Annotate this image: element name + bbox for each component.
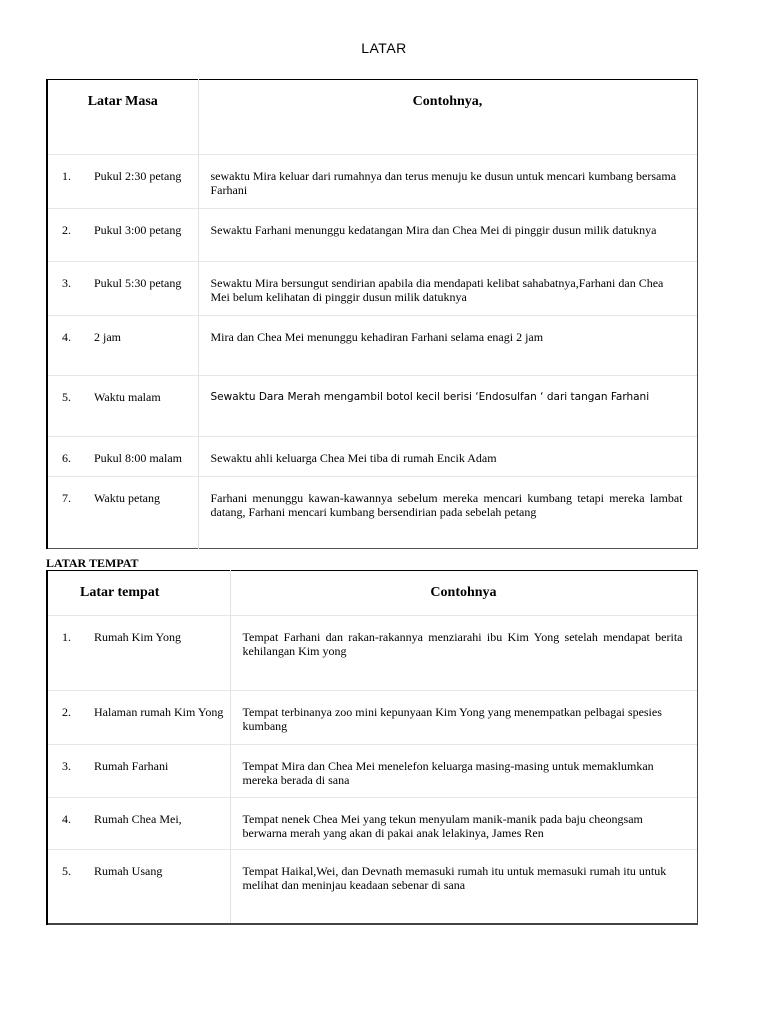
table-row — [47, 376, 697, 437]
table-row — [47, 691, 697, 745]
row-example: sewaktu Mira keluar dari rumahnya dan terus menuju ke dusun untuk mencari kumbang bersama Farhani — [198, 155, 697, 209]
row-number: 1. — [62, 169, 71, 183]
table-row — [47, 616, 697, 691]
table-row — [47, 477, 697, 549]
header-contohnya: Contohnya, — [198, 80, 697, 155]
row-number: 5. — [62, 390, 71, 404]
row-number: 3. — [62, 276, 71, 290]
header-latar-masa: Latar Masa — [47, 80, 198, 155]
row-label: Rumah Kim Yong — [94, 630, 182, 644]
header-contohnya: Contohnya — [230, 571, 697, 616]
row-example: Tempat Farhani dan rakan-rakannya menziarahi ibu Kim Yong setelah mendapat berita kehilangan Kim yong — [230, 616, 697, 691]
row-label: 2 jam — [94, 330, 121, 344]
row-example: Tempat terbinanya zoo mini kepunyaan Kim Yong yang menempatkan pelbagai spesies kumbang — [230, 691, 697, 745]
table-row — [47, 798, 697, 850]
table-row — [47, 209, 697, 262]
row-label: Pukul 8:00 malam — [94, 451, 182, 465]
row-number: 4. — [62, 812, 71, 826]
row-label: Waktu malam — [94, 390, 161, 404]
row-label: Pukul 2:30 petang — [94, 169, 182, 183]
row-number: 2. — [62, 223, 71, 237]
table-row — [47, 262, 697, 316]
section-label-latar-tempat: LATAR TEMPAT — [46, 556, 139, 570]
row-number: 2. — [62, 705, 71, 719]
row-example: Mira dan Chea Mei menunggu kehadiran Farhani selama enagi 2 jam — [198, 316, 697, 376]
page-title: LATAR — [361, 40, 407, 56]
table-header-row — [47, 80, 697, 155]
row-example: Farhani menunggu kawan-kawannya sebelum mereka mencari kumbang tetapi mereka lambat datang, Farhani mencari kumbang bersendirian pada sebelah petang — [198, 477, 697, 549]
row-number: 7. — [62, 491, 71, 505]
row-number: 1. — [62, 630, 71, 644]
row-number: 6. — [62, 451, 71, 465]
row-label: Waktu petang — [94, 491, 161, 505]
latar-tempat-table — [46, 570, 698, 925]
header-latar-tempat: Latar tempat — [47, 571, 230, 616]
row-example: Tempat Mira dan Chea Mei menelefon keluarga masing-masing untuk memaklumkan mereka berada di sana — [230, 745, 697, 798]
table-row — [47, 745, 697, 798]
row-label: Rumah Chea Mei, — [94, 812, 182, 826]
latar-masa-table — [46, 79, 698, 549]
row-label: Rumah Usang — [94, 864, 163, 878]
table-row — [47, 437, 697, 477]
row-example: Sewaktu ahli keluarga Chea Mei tiba di rumah Encik Adam — [198, 437, 697, 477]
row-label: Pukul 3:00 petang — [94, 223, 182, 237]
table-row — [47, 316, 697, 376]
row-example: Tempat Haikal,Wei, dan Devnath memasuki rumah itu untuk memasuki rumah itu untuk melihat dan meninjau keadaan sebenar di sana — [230, 850, 697, 924]
row-label: Halaman rumah Kim Yong — [94, 705, 224, 719]
row-example: Sewaktu Dara Merah mengambil botol kecil berisi ‘Endosulfan ‘ dari tangan Farhani — [198, 376, 697, 437]
row-number: 4. — [62, 330, 71, 344]
row-example: Sewaktu Mira bersungut sendirian apabila dia mendapati kelibat sahabatnya,Farhani dan Chea Mei belum kelihatan di pinggir dusun milik datuknya — [198, 262, 697, 316]
table-row — [47, 155, 697, 209]
row-label: Rumah Farhani — [94, 759, 169, 773]
row-example: Tempat nenek Chea Mei yang tekun menyulam manik-manik pada baju cheongsam berwarna merah yang akan di pakai anak lelakinya, James Ren — [230, 798, 697, 850]
row-number: 3. — [62, 759, 71, 773]
row-label: Pukul 5:30 petang — [94, 276, 182, 290]
row-example: Sewaktu Farhani menunggu kedatangan Mira dan Chea Mei di pinggir dusun milik datuknya — [198, 209, 697, 262]
table-row — [47, 850, 697, 924]
row-number: 5. — [62, 864, 71, 878]
table-header-row — [47, 571, 697, 616]
